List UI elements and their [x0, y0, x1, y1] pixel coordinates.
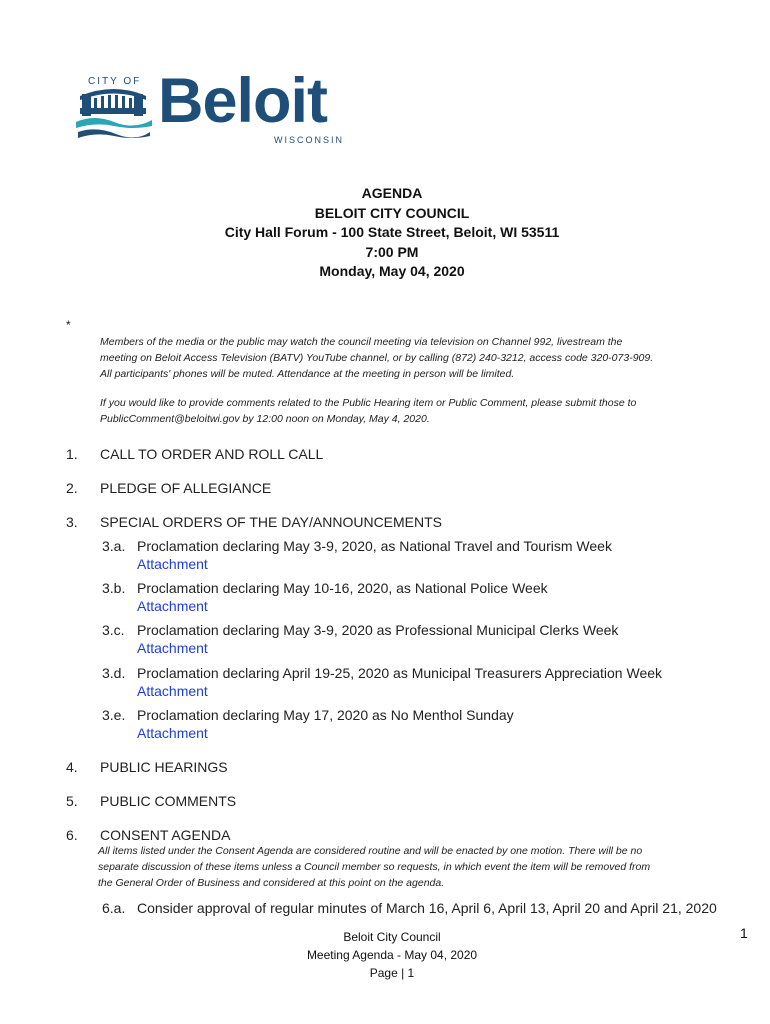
media-note-line: meeting on Beloit Access Television (BATV) YouTube channel, or by calling (872) 240-3212, access code 320-073-909. — [100, 352, 654, 364]
comment-note — [100, 395, 720, 427]
subitem-number: 3.d. — [102, 665, 126, 681]
logo-state: WISCONSIN — [274, 135, 345, 145]
subitem-number: 3.e. — [102, 707, 126, 723]
bridge-wave-icon — [76, 82, 152, 144]
item-title: CONSENT AGENDA — [100, 827, 231, 843]
subitem-number: 3.a. — [102, 538, 126, 554]
item-number: 6. — [66, 827, 78, 843]
comment-note-line: If you would like to provide comments related to the Public Hearing item or Public Comment, please submit those to — [100, 397, 637, 409]
page-footer — [0, 928, 770, 982]
item-title: CALL TO ORDER AND ROLL CALL — [100, 446, 324, 462]
subitem-title: Consider approval of regular minutes of March 16, April 6, April 13, April 20 and April 21, 2020 — [137, 900, 717, 916]
subitem-number: 3.c. — [102, 622, 125, 638]
subitem-number: 3.b. — [102, 580, 126, 596]
subitem-number: 6.a. — [102, 900, 126, 916]
item-number: 2. — [66, 480, 78, 496]
comment-note-line: PublicComment@beloitwi.gov by 12:00 noon on Monday, May 4, 2020. — [100, 413, 430, 425]
media-note-line: Members of the media or the public may watch the council meeting via television on Channel 992, livestream the — [100, 336, 623, 348]
media-note — [100, 334, 720, 382]
item-title: PUBLIC COMMENTS — [100, 793, 237, 809]
consent-note — [98, 843, 718, 891]
agenda-header — [0, 184, 770, 282]
footer-meeting: Meeting Agenda - May 04, 2020 — [306, 948, 478, 962]
subitem-title: Proclamation declaring April 19-25, 2020 as Municipal Treasurers Appreciation Week — [137, 665, 663, 681]
subitem-title: Proclamation declaring May 17, 2020 as No Menthol Sunday — [137, 707, 514, 723]
consent-note-line: separate discussion of these items unless a Council member so requests, in which event the item will be removed from — [98, 861, 651, 873]
page-number: 1 — [740, 925, 748, 941]
item-number: 5. — [66, 793, 78, 809]
footer-council: Beloit City Council — [343, 930, 441, 944]
attachment-link[interactable]: Attachment — [137, 598, 208, 614]
item-number: 1. — [66, 446, 78, 462]
consent-note-line: the General Order of Business and considered at this point on the agenda. — [98, 877, 445, 889]
footer-page: Page | 1 — [369, 966, 415, 980]
item-title: SPECIAL ORDERS OF THE DAY/ANNOUNCEMENTS — [100, 514, 443, 530]
logo-name: Beloit — [158, 66, 328, 136]
item-title: PLEDGE OF ALLEGIANCE — [100, 480, 272, 496]
header-location: City Hall Forum - 100 State Street, Beloit, WI 53511 — [224, 224, 560, 240]
attachment-link[interactable]: Attachment — [137, 683, 208, 699]
city-logo — [76, 66, 356, 148]
logo-city-of: CITY OF — [88, 76, 142, 87]
subitem-title: Proclamation declaring May 3-9, 2020 as Professional Municipal Clerks Week — [137, 622, 619, 638]
subitem-title: Proclamation declaring May 3-9, 2020, as National Travel and Tourism Week — [137, 538, 612, 554]
header-title: AGENDA — [361, 185, 423, 201]
item-title: PUBLIC HEARINGS — [100, 759, 228, 775]
media-note-line: All participants' phones will be muted. Attendance at the meeting in person will be limited. — [100, 368, 515, 380]
subitem-title: Proclamation declaring May 10-16, 2020, as National Police Week — [137, 580, 548, 596]
note-asterisk: * — [66, 318, 71, 332]
attachment-link[interactable]: Attachment — [137, 640, 208, 656]
item-number: 3. — [66, 514, 78, 530]
header-council: BELOIT CITY COUNCIL — [314, 204, 470, 221]
attachment-link[interactable]: Attachment — [137, 725, 208, 741]
attachment-link[interactable]: Attachment — [137, 556, 208, 572]
header-date: Monday, May 04, 2020 — [319, 263, 465, 279]
consent-note-line: All items listed under the Consent Agenda are considered routine and will be enacted by one motion. There will be no — [98, 845, 643, 857]
header-time: 7:00 PM — [365, 243, 419, 260]
item-number: 4. — [66, 759, 78, 775]
